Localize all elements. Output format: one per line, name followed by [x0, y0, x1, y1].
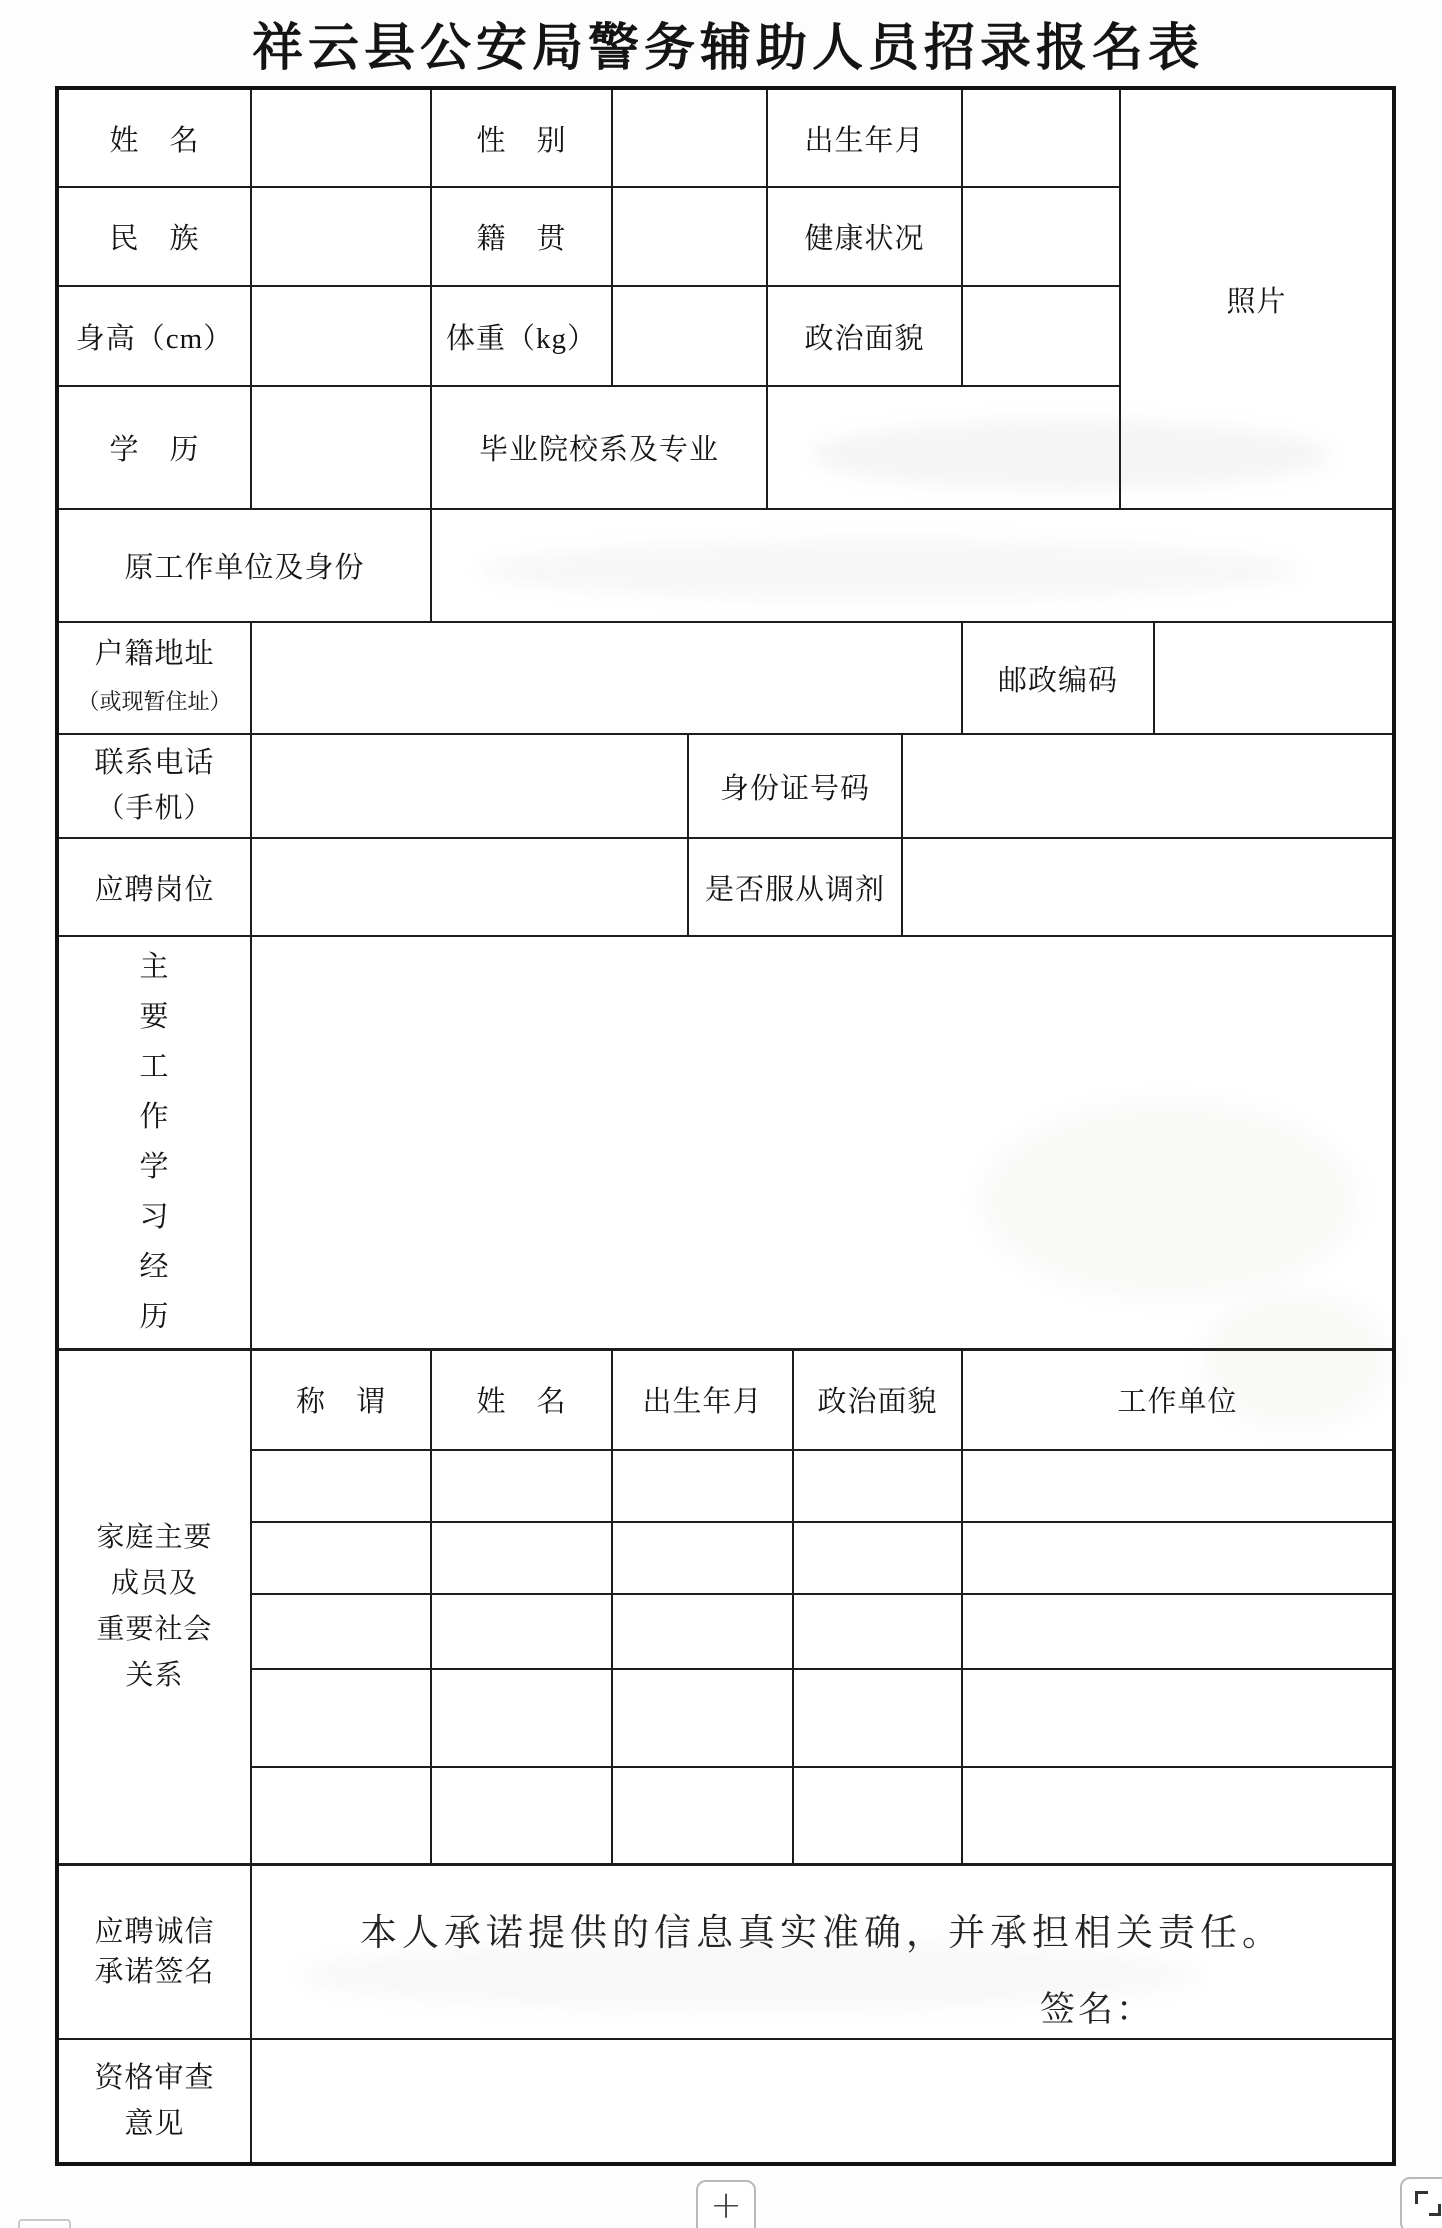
family-row-cell — [793, 1767, 962, 1864]
id-number-label: 身份证号码 — [688, 734, 902, 838]
household-address-label-line2: （或现暂住址） — [77, 689, 232, 714]
obey-adjustment-value-cell — [902, 838, 1394, 936]
health-label: 健康状况 — [767, 187, 962, 286]
weight-label: 体重（kg） — [431, 286, 612, 386]
name-value-cell — [251, 88, 431, 187]
family-row-cell — [793, 1450, 962, 1522]
name-label: 姓 名 — [57, 88, 251, 187]
political-status-value-cell — [962, 286, 1120, 386]
former-employer-value-cell — [431, 509, 1394, 622]
fullscreen-expand-icon — [1415, 2191, 1428, 2204]
family-row-cell — [431, 1767, 612, 1864]
experience-value-cell — [251, 936, 1394, 1349]
family-header-relation: 称 谓 — [251, 1349, 431, 1450]
native-place-label: 籍 贯 — [431, 187, 612, 286]
family-row-cell — [793, 1669, 962, 1767]
family-row-cell — [793, 1594, 962, 1669]
fullscreen-button[interactable] — [1400, 2177, 1442, 2228]
application-form-table — [55, 86, 1396, 2166]
id-number-value-cell — [902, 734, 1394, 838]
family-row-cell — [251, 1522, 431, 1594]
add-page-button[interactable] — [696, 2180, 756, 2228]
family-section-label: 家庭主要 成员及 重要社会 关系 — [57, 1349, 251, 1864]
school-major-value-cell — [767, 386, 1120, 509]
contact-phone-label-line1: 联系电话 — [94, 747, 215, 779]
postal-code-value-cell — [1154, 622, 1394, 734]
political-status-label: 政治面貌 — [767, 286, 962, 386]
family-row-cell — [612, 1594, 793, 1669]
ethnicity-label: 民 族 — [57, 187, 251, 286]
family-row-cell — [612, 1450, 793, 1522]
review-label: 资格审查 意见 — [57, 2039, 251, 2164]
birth-date-value-cell — [962, 88, 1120, 187]
household-address-label-line1: 户籍地址 — [94, 638, 215, 670]
family-row-cell — [612, 1767, 793, 1864]
school-major-label: 毕业院校系及专业 — [431, 386, 767, 509]
commitment-label-line2: 承诺签名 — [94, 1955, 215, 1988]
plus-icon: + — [710, 2183, 742, 2227]
commitment-statement-cell — [251, 1864, 1394, 2039]
family-row-cell — [962, 1767, 1394, 1864]
family-row-cell — [962, 1450, 1394, 1522]
postal-code-label: 邮政编码 — [962, 622, 1154, 734]
family-row-cell — [612, 1522, 793, 1594]
former-employer-label: 原工作单位及身份 — [57, 509, 431, 622]
family-row-cell — [793, 1522, 962, 1594]
health-value-cell — [962, 187, 1120, 286]
family-header-political: 政治面貌 — [793, 1349, 962, 1450]
family-row-cell — [431, 1450, 612, 1522]
contact-phone-label — [57, 734, 251, 838]
form-title: 祥云县公安局警务辅助人员招录报名表 — [251, 21, 1204, 77]
height-label: 身高（cm） — [57, 286, 251, 386]
applied-position-label: 应聘岗位 — [57, 838, 251, 936]
commitment-label — [57, 1864, 251, 2039]
education-label: 学 历 — [57, 386, 251, 509]
commitment-statement: 本人承诺提供的信息真实准确，并承担相关责任。 — [360, 1912, 1284, 1954]
family-row-cell — [251, 1450, 431, 1522]
obey-adjustment-label: 是否服从调剂 — [688, 838, 902, 936]
birth-date-label: 出生年月 — [767, 88, 962, 187]
ethnicity-value-cell — [251, 187, 431, 286]
family-row-cell — [251, 1767, 431, 1864]
family-row-cell — [962, 1594, 1394, 1669]
weight-value-cell — [612, 286, 767, 386]
family-row-cell — [962, 1669, 1394, 1767]
height-value-cell — [251, 286, 431, 386]
household-address-value-cell — [251, 622, 962, 734]
review-value-cell — [251, 2039, 1394, 2164]
signature-label: 签名： — [1040, 1989, 1155, 2029]
family-row-cell — [612, 1669, 793, 1767]
native-place-value-cell — [612, 187, 767, 286]
fullscreen-expand-icon — [1429, 2204, 1441, 2216]
commitment-label-line1: 应聘诚信 — [94, 1915, 215, 1948]
family-row-cell — [431, 1522, 612, 1594]
contact-phone-value-cell — [251, 734, 688, 838]
family-row-cell — [251, 1594, 431, 1669]
photo-placeholder-cell: 照片 — [1120, 88, 1394, 509]
family-row-cell — [431, 1669, 612, 1767]
gender-value-cell — [612, 88, 767, 187]
partial-toolbar-button[interactable] — [18, 2219, 71, 2228]
family-row-cell — [431, 1594, 612, 1669]
contact-phone-label-line2: （手机） — [96, 793, 213, 824]
applied-position-value-cell — [251, 838, 688, 936]
education-value-cell — [251, 386, 431, 509]
household-address-label — [57, 622, 251, 734]
family-row-cell — [251, 1669, 431, 1767]
family-header-name: 姓 名 — [431, 1349, 612, 1450]
family-row-cell — [962, 1522, 1394, 1594]
family-header-birth: 出生年月 — [612, 1349, 793, 1450]
experience-label: 主 要 工 作 学 习 经 历 — [57, 936, 251, 1349]
family-header-employer: 工作单位 — [962, 1349, 1394, 1450]
gender-label: 性 别 — [431, 88, 612, 187]
